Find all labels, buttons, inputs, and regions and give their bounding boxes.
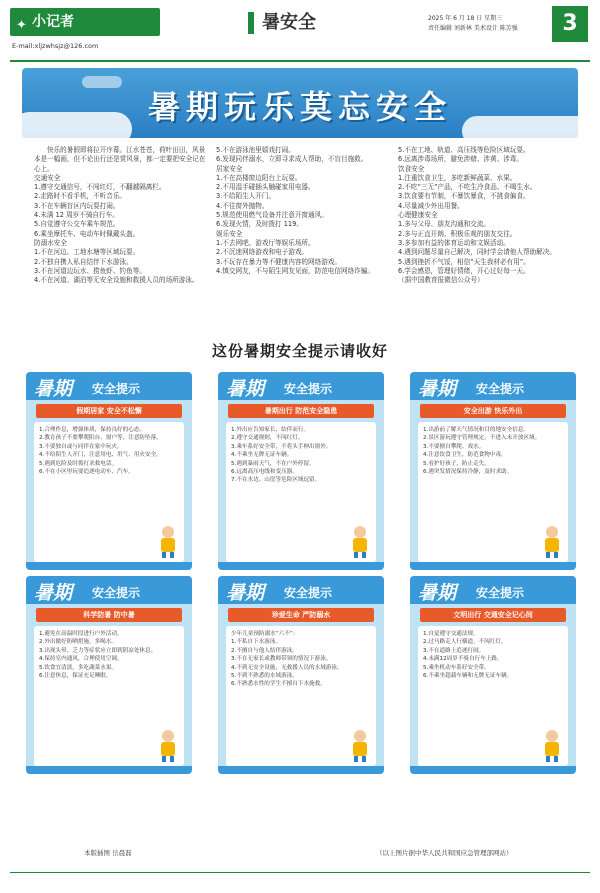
section-title [248,8,316,38]
poster-big-title: 暑期 [34,378,73,400]
article-column-3 [398,146,574,285]
article-paragraph: 4.遇到问题尽量自己解决，同时学会请他人帮助解决。 [398,248,556,257]
article-paragraph: 2.走路时不看手机，不听音乐。 [34,192,127,201]
poster-footer-bar [26,766,192,774]
poster-tip: 6.不在小区里玩耍追逐电动车、汽车。 [39,469,134,476]
poster-illustration-icon [342,726,378,762]
poster-big-title: 暑期 [418,582,457,604]
article-paragraph: 1.不去网吧、游戏厅等娱乐场所。 [216,238,315,247]
article-paragraph: 4.尽量减少外出用餐。 [398,201,464,210]
safety-poster [410,372,576,570]
article-paragraph: 3.饮食要有节制，不暴饮暴食，不挑食偏食。 [398,192,530,201]
poster-header [26,576,192,604]
poster-tip: 2.外出做好防晒措施，多喝水。 [39,639,118,646]
article-paragraph: （据中国教育报微信公众号） [398,276,484,285]
poster-tip: 1.自觉遵守交通法规。 [423,631,479,637]
poster-small-title: 安全提示 [476,586,525,600]
posters-heading: 这份暑期安全提示请收好 [211,342,388,360]
article-paragraph: 2.不沉迷网络游戏和电子游戏。 [216,248,309,257]
article-paragraph: 1.不在河边、工地水塘等区域玩耍。 [34,248,140,257]
article-paragraph: 5.规范使用燃气设备并注意开窗通风。 [216,211,328,220]
poster-subtitle: 假期居家 安全不松懈 [36,404,182,418]
poster-big-title: 暑期 [34,582,73,604]
poster-tip: 3.不在道路上追逐打闹。 [423,647,485,654]
poster-tip: 5.不到不熟悉的水域游泳。 [231,673,298,680]
article-paragraph: 2.不独自携人私自结伴下水游泳。 [34,257,133,266]
footer-divider [10,872,590,873]
article-paragraph: 3.不在车辆盲区内玩耍打闹。 [34,201,120,210]
poster-tip: 6.不熟悉水性的学生不擅自下水施救。 [231,681,326,688]
poster-tip: 6.遇突发情况保持冷静，及时求助。 [423,469,513,476]
poster-illustration-icon [534,726,570,762]
poster-footer-bar [218,562,384,570]
poster-big-title: 暑期 [418,378,457,400]
poster-tip: 2.过马路走人行横道，不闯红灯。 [423,639,507,646]
poster-tip: 4.注意饮食卫生，防范食物中毒。 [423,452,507,459]
poster-subtitle: 文明出行 交通安全记心间 [420,608,566,622]
poster-tip: 4.不到无安全设施、无救援人员的水域游泳。 [231,664,343,671]
poster-tip: 3.不要独自或与同伴在家中玩火。 [39,443,123,450]
brand-logo [10,8,160,36]
page-number: 3 [552,6,588,42]
poster-tip: 5.乘坐机动车系好安全带。 [423,664,490,671]
editor-credit: 责任编辑 刘新林 美术设计 陈芳强 [428,25,518,32]
article-paragraph: 1.多与父母、朋友沟通和交流。 [398,220,491,229]
poster-tip: 4.保持室内通风，合理使用空调。 [39,656,123,663]
article-paragraph: 3.不在河道边玩水、捞鱼虾、钓鱼等。 [34,266,146,275]
poster-tip: 1.不私自下水游泳。 [231,639,282,646]
section-bar [248,12,254,34]
poster-tip: 6.注意休息，保证充足睡眠。 [39,673,112,680]
article-paragraph: 2.不用湿手碰插头触碰家用电器。 [216,183,315,192]
article-paragraph: 4.不往窗外抛物。 [216,201,269,210]
article-paragraph: 饮食安全 [398,164,425,173]
poster-subtitle: 安全出游 快乐外出 [420,404,566,418]
poster-tip: 5.饮食宜清淡，多吃蔬菜水果。 [39,664,118,671]
poster-header [26,372,192,400]
poster-tip: 3.出现头晕、乏力等症状应立即到阴凉处休息。 [39,647,157,654]
poster-tip: 4.不给陌生人开门，注意用电、用气、用火安全。 [39,452,162,459]
poster-illustration-icon [342,522,378,558]
article-paragraph: 5.不在工地、轨道、高压线等危险区域玩耍。 [398,146,530,154]
poster-tip: 5.看护好孩子，防止走失。 [423,460,490,467]
issue-date: 2025 年 6 月 18 日 星期三 [428,15,503,22]
article-paragraph: 6.发现火情，及时拨打 119。 [216,220,303,229]
article-paragraph: 心理健康安全 [398,211,438,220]
article-paragraph: 5.遇到挫折不气馁，相信“天生我材必有用”。 [398,257,530,266]
safety-poster [410,576,576,774]
poster-tip: 少年儿童预防溺水“六不”： [231,631,299,637]
article-paragraph: 4.未满 12 周岁不骑自行车。 [34,211,119,220]
poster-header [410,576,576,604]
article-paragraph: 4.慎交网友，不与陌生网友见面，防范电信网络诈骗。 [216,266,374,275]
article-paragraph: 6.发现同伴溺水，立即寻求成人帮助，不盲目施救。 [216,155,368,164]
poster-tip: 2.遵守交通规则，不闯红灯。 [231,435,304,442]
article-body [34,146,574,346]
poster-subtitle: 科学防暑 防中暑 [36,608,182,622]
poster-tip: 4.不乘坐无牌无证车辆。 [231,452,293,459]
email-address[interactable]: E-mail:xljzwhsjz@126.com [12,42,99,50]
poster-big-title: 暑期 [226,378,265,400]
poster-big-title: 暑期 [226,582,265,604]
illustration-credit: 本版插图 岳晨磊 [84,849,132,857]
poster-tip: 1.合理作息，增强体质，保持良好的心态。 [39,427,146,433]
poster-tip: 2.景区游玩遵守管理规定，不进入未开放区域。 [423,435,541,442]
poster-small-title: 安全提示 [284,586,333,600]
article-paragraph: 6.学会感恩，管理好情绪，开心过好每一天。 [398,266,530,275]
article-paragraph: 2.不吃“三无”产品，不吃生冷食品、不喝生水。 [398,183,537,192]
poster-subtitle: 暑期出行 防范安全隐患 [228,404,374,418]
poster-tip: 1.出游前了解天气情况和目的地安全信息。 [423,427,530,433]
safety-poster [218,576,384,774]
article-paragraph: 1.注重饮食卫生，多吃新鲜蔬菜、水果。 [398,173,517,182]
article-paragraph: 1.不在高楼窗边阳台上玩耍。 [216,173,302,182]
safety-poster [26,372,192,570]
title-banner [22,68,578,138]
page-header [0,0,600,70]
poster-header [218,372,384,400]
brand-name: 小记者 [32,14,74,30]
poster-tip: 1.避免在高温时段进行户外活动。 [39,631,123,637]
article-paragraph: 3.多参加有益的体育运动和文娱活动。 [398,238,510,247]
article-paragraph: 4.不在河道、湖泊等无安全设施和救援人员的场所游泳。 [34,276,199,285]
safety-poster [218,372,384,570]
article-paragraph: 5.不在游泳池里嬉戏打闹。 [216,146,295,154]
poster-tip: 7.不在水边、山崖等危险区域逗留。 [231,477,321,484]
header-divider [10,60,590,62]
article-paragraph: 3.不给陌生人开门。 [216,192,276,201]
article-paragraph: 快乐的暑假即将拉开序幕。江水苍苍，荷叶田田，风景本是一幅画，但不论出行还是赏风景，都一定要把安全记在心上。 [34,146,206,173]
poster-tip: 3.乘车系好安全带，不将头手伸出窗外。 [231,443,332,450]
poster-tip: 3.不在无家长或教师带领的情况下游泳。 [231,656,332,663]
poster-subtitle: 珍爱生命 严防溺水 [228,608,374,622]
article-paragraph: 6.乘坐摩托车、电动车时佩戴头盔。 [34,229,140,238]
article-column-2 [216,146,392,276]
bird-icon: ✦ [16,18,27,33]
poster-tip: 2.教育孩子不要攀爬阳台、窗户等，注意防坠落。 [39,435,162,442]
safety-poster [26,576,192,774]
poster-small-title: 安全提示 [92,586,141,600]
article-paragraph: 6.远离涉毒场所，避免涉赌、涉黄、涉毒。 [398,155,523,164]
poster-small-title: 安全提示 [284,382,333,396]
poster-small-title: 安全提示 [476,382,525,396]
article-paragraph: 防溺水安全 [34,238,67,247]
poster-footer-bar [410,562,576,570]
article-paragraph: 2.多与正直开朗、积极乐观的朋友交往。 [398,229,517,238]
image-source: （以上图片据中华人民共和国应急管理部网站） [376,849,513,857]
poster-small-title: 安全提示 [92,382,141,396]
poster-header [218,576,384,604]
article-paragraph: 交通安全 [34,173,61,182]
article-paragraph: 娱乐安全 [216,229,243,238]
article-paragraph: 居家安全 [216,164,243,173]
poster-footer-bar [26,562,192,570]
poster-footer-bar [410,766,576,774]
poster-tip: 5.遇到暴雨天气，不在户外停留。 [231,460,315,467]
poster-header [410,372,576,400]
poster-tip: 6.远离高压电线和变压器。 [231,469,298,476]
poster-tip: 2.不擅自与他人结伴游泳。 [231,647,298,654]
article-column-1 [34,146,210,285]
article-paragraph: 5.自觉遵守公交车乘车规范。 [34,220,120,229]
poster-illustration-icon [534,522,570,558]
article-paragraph: 3.不玩存在暴力等不健康内容的网络游戏。 [216,257,341,266]
section-label: 暑安全 [262,12,316,33]
banner-title: 暑期玩乐莫忘安全 [147,88,452,126]
poster-tip: 1.外出应告知家长，结伴而行。 [231,427,310,433]
poster-footer-bar [218,766,384,774]
poster-tip: 5.遇到危险及时拨打求救电话。 [39,460,118,467]
poster-tip: 4.未满12周岁不骑自行车上路。 [423,656,503,663]
poster-illustration-icon [150,726,186,762]
poster-tip: 6.不乘坐超载车辆和无牌无证车辆。 [423,673,513,680]
poster-illustration-icon [150,522,186,558]
poster-tip: 3.不要擅自攀爬、戏水。 [423,443,485,450]
article-paragraph: 1.遵守交通信号，不闯红灯，不翻越隔离栏。 [34,183,166,192]
